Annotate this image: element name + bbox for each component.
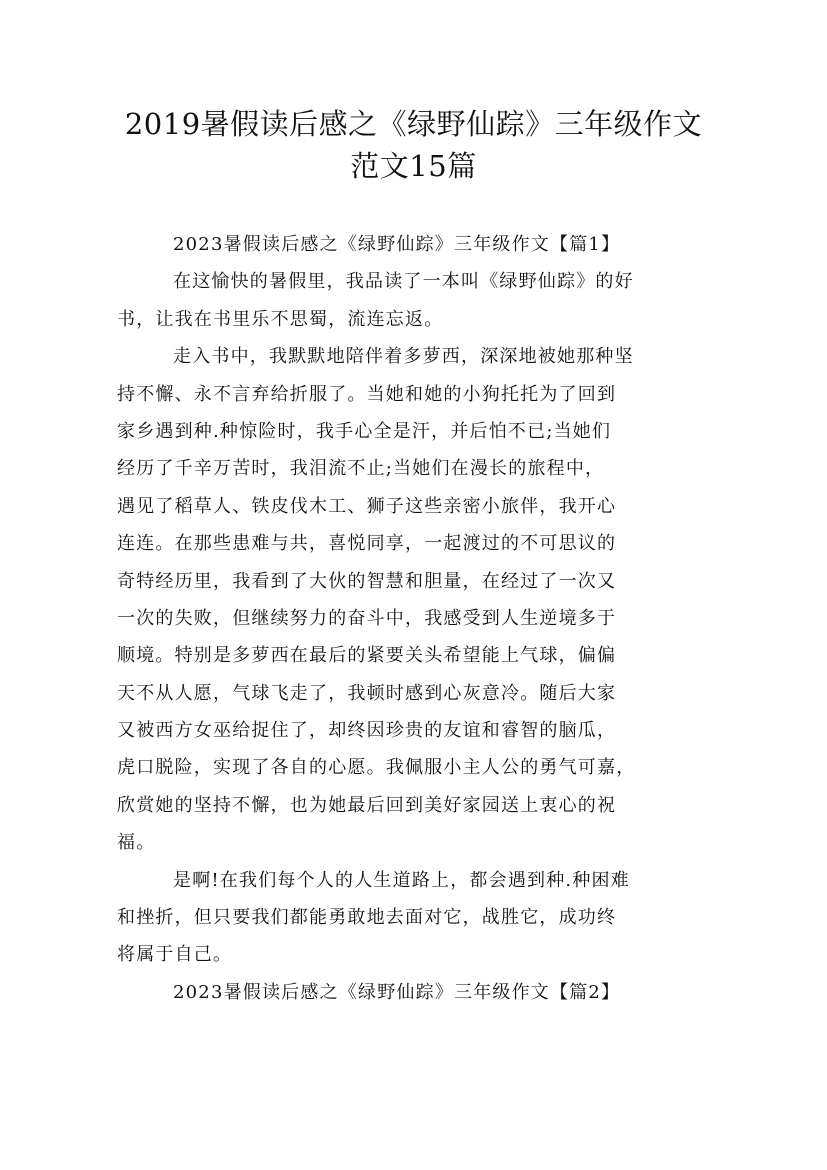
paragraph-line: 书，让我在书里乐不思蜀，流连忘返。 (117, 308, 444, 330)
paragraph-line: 将属于自己。 (117, 944, 233, 966)
paragraph-line: 经历了千辛万苦时，我泪流不止;当她们在漫长的旅程中， (117, 458, 605, 480)
section-heading-1: 2023暑假读后感之《绿野仙踪》三年级作文【篇1】 (173, 234, 621, 255)
paragraph-line: 遇见了稻草人、铁皮伐木工、狮子这些亲密小旅伴，我开心 (117, 495, 617, 517)
paragraph-line: 持不懈、永不言弃给折服了。当她和她的小狗托托为了回到 (117, 383, 617, 405)
document-body (117, 226, 713, 1011)
section-heading-2: 2023暑假读后感之《绿野仙踪》三年级作文【篇2】 (173, 981, 621, 1003)
paragraph-line: 在这愉快的暑假里，我品读了一本叫《绿野仙踪》的好 (173, 271, 634, 293)
document-title-line-2: 范文15篇 (350, 149, 477, 183)
paragraph-line: 家乡遇到种.种惊险时，我手心全是汗，并后怕不已;当她们 (117, 420, 612, 442)
paragraph-line: 和挫折，但只要我们都能勇敢地去面对它，战胜它，成功终 (117, 907, 617, 929)
paragraph-line: 奇特经历里，我看到了大伙的智慧和胆量，在经过了一次又 (117, 570, 617, 592)
paragraph-line: 是啊!在我们每个人的人生道路上，都会遇到种.种困难 (173, 869, 630, 891)
paragraph-line: 走入书中，我默默地陪伴着多萝西，深深地被她那种坚 (173, 346, 634, 368)
paragraph-line: 连连。在那些患难与共，喜悦同享，一起渡过的不可思议的 (117, 533, 617, 555)
paragraph-line: 一次的失败，但继续努力的奋斗中，我感受到人生逆境多于 (117, 607, 617, 629)
document-title-line-1: 2019暑假读后感之《绿野仙踪》三年级作文 (124, 107, 703, 141)
paragraph-line: 顺境。特别是多萝西在最后的紧要关头希望能上气球，偏偏 (117, 645, 617, 667)
paragraph-line: 又被西方女巫给捉住了，却终因珍贵的友谊和睿智的脑瓜， (117, 720, 617, 742)
paragraph-line: 福。 (117, 832, 156, 854)
paragraph-line: 欣赏她的坚持不懈，也为她最后回到美好家园送上衷心的祝 (117, 794, 617, 816)
paragraph-line: 虎口脱险，实现了各自的心愿。我佩服小主人公的勇气可嘉， (117, 757, 636, 779)
paragraph-line: 天不从人愿，气球飞走了，我顿时感到心灰意冷。随后大家 (117, 682, 617, 704)
